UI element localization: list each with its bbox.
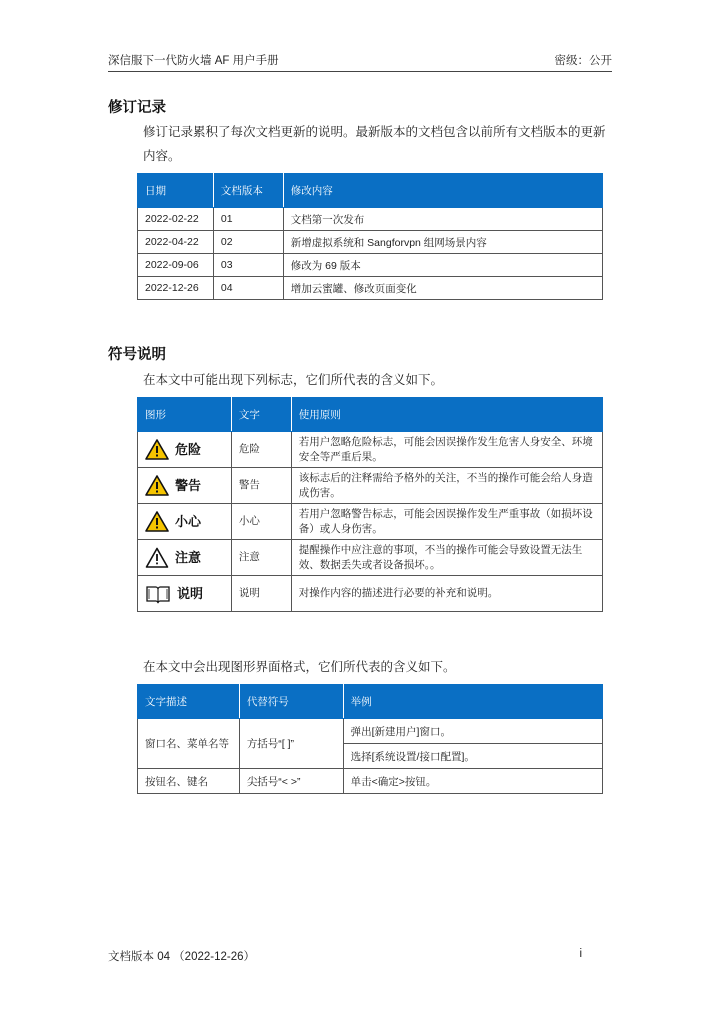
table-header-row: [138, 685, 603, 719]
table-header-row: [138, 398, 603, 432]
symbols-table: [137, 397, 603, 612]
cell-symbol: 方括号“[ ]”: [239, 719, 343, 769]
cell-text: 说明: [231, 576, 291, 612]
cell-usage: 若用户忽略警告标志，可能会因误操作发生严重事故（如损坏设备）或人身伤害。: [291, 504, 602, 540]
cell-example: 单击<确定>按钮。: [343, 769, 602, 794]
cell-description: 按钮名、键名: [138, 769, 240, 794]
symbol-note: [145, 584, 224, 604]
warning-filled-icon: [145, 439, 169, 460]
gui-intro: 在本文中会出现图形界面格式，它们所代表的含义如下。: [143, 660, 456, 674]
revision-section-title: 修订记录: [108, 100, 166, 116]
symbol-label: 小心: [175, 514, 202, 529]
cell-changes: 修改为 69 版本: [283, 254, 602, 277]
header-doc-title: 深信服下一代防火墙 AF 用户手册: [108, 55, 279, 67]
cell-text: 危险: [231, 432, 291, 468]
cell-description: 窗口名、菜单名等: [138, 719, 240, 769]
column-header-date: 日期: [138, 174, 214, 208]
column-header-text: 文字: [231, 398, 291, 432]
table-row: [138, 432, 603, 468]
symbol-label: 危险: [175, 442, 202, 457]
page-header: [108, 52, 612, 72]
cell-usage: 对操作内容的描述进行必要的补充和说明。: [291, 576, 602, 612]
table-row: [138, 540, 603, 576]
table-row: [138, 769, 603, 794]
symbol-caution: [145, 511, 224, 532]
column-header-usage: 使用原则: [291, 398, 602, 432]
cell-date: 2022-09-06: [138, 254, 214, 277]
column-header-changes: 修改内容: [283, 174, 602, 208]
warning-outline-icon: [145, 547, 169, 568]
cell-version: 01: [213, 208, 283, 231]
cell-example: 弹出[新建用户]窗口。: [343, 719, 602, 744]
cell-symbol: 尖括号“< >”: [239, 769, 343, 794]
cell-version: 03: [213, 254, 283, 277]
cell-text: 警告: [231, 468, 291, 504]
warning-filled-icon: [145, 511, 169, 532]
table-row: [138, 504, 603, 540]
symbol-danger: [145, 439, 224, 460]
cell-date: 2022-04-22: [138, 231, 214, 254]
warning-filled-icon: [145, 475, 169, 496]
symbol-notice: [145, 547, 224, 568]
header-divider: [108, 71, 612, 72]
table-row: [138, 208, 603, 231]
cell-usage: 该标志后的注释需给予格外的关注，不当的操作可能会给人身造成伤害。: [291, 468, 602, 504]
gui-format-table: [137, 684, 603, 794]
table-row: [138, 468, 603, 504]
cell-date: 2022-02-22: [138, 208, 214, 231]
table-row: [138, 576, 603, 612]
table-header-row: [138, 174, 603, 208]
table-row: [138, 254, 603, 277]
cell-usage: 若用户忽略危险标志，可能会因误操作发生危害人身安全、环境安全等严重后果。: [291, 432, 602, 468]
symbols-intro: 在本文中可能出现下列标志，它们所代表的含义如下。: [143, 373, 444, 387]
table-row: [138, 277, 603, 300]
cell-text: 小心: [231, 504, 291, 540]
column-header-graphic: 图形: [138, 398, 232, 432]
cell-changes: 文档第一次发布: [283, 208, 602, 231]
symbol-warning: [145, 475, 224, 496]
page-number: i: [579, 948, 582, 960]
cell-changes: 新增虚拟系统和 Sangforvpn 组网场景内容: [283, 231, 602, 254]
book-icon: [145, 584, 171, 604]
symbol-label: 说明: [177, 586, 204, 601]
column-header-version: 文档版本: [213, 174, 283, 208]
table-row: [138, 719, 603, 744]
column-header-example: 举例: [343, 685, 602, 719]
column-header-symbol: 代替符号: [239, 685, 343, 719]
revision-table: [137, 173, 603, 300]
cell-date: 2022-12-26: [138, 277, 214, 300]
column-header-description: 文字描述: [138, 685, 240, 719]
cell-usage: 提醒操作中应注意的事项，不当的操作可能会导致设置无法生效、数据丢失或者设备损坏。。: [291, 540, 602, 576]
revision-intro: 修订记录累积了每次文档更新的说明。最新版本的文档包含以前所有文档版本的更新内容。: [143, 125, 606, 163]
symbols-section-title: 符号说明: [108, 347, 166, 363]
footer-doc-version: 文档版本 04 （2022-12-26）: [108, 951, 256, 963]
table-row: [138, 231, 603, 254]
cell-version: 04: [213, 277, 283, 300]
cell-text: 注意: [231, 540, 291, 576]
symbol-label: 警告: [175, 478, 202, 493]
cell-version: 02: [213, 231, 283, 254]
header-classification: 密级：公开: [554, 55, 612, 67]
symbol-label: 注意: [175, 550, 202, 565]
cell-changes: 增加云蜜罐、修改页面变化: [283, 277, 602, 300]
cell-example: 选择[系统设置/接口配置]。: [343, 744, 602, 769]
